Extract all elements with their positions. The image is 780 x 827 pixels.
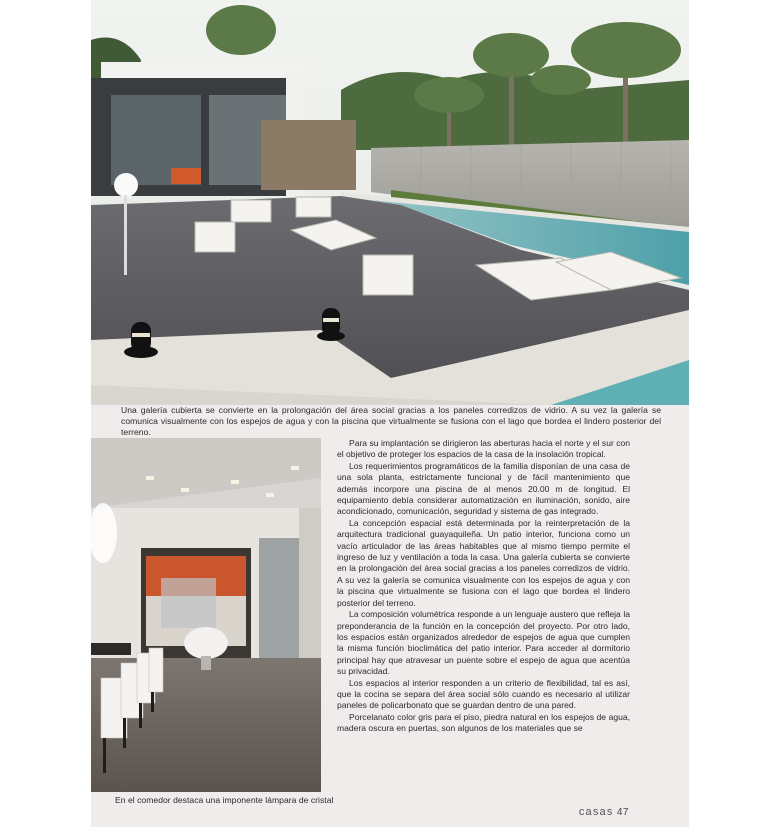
article-body — [337, 438, 630, 735]
page-number: 47 — [616, 807, 629, 818]
page-folio — [579, 806, 629, 818]
paragraph: La concepción espacial está determinada por la reinterpretación de la arquitectura tradicional guayaquileña. Un patio interior, funciona como un vacío articulador de las áreas habitables que al mismo tiempo permite el ingreso de luz y ventilación a toda la casa. Una galería cubierta se convierte en la prolongación del área social gracias a los paneles corredizos de vidrio. A su vez la galería se comunica visualmente con los espejos de agua y con la piscina que virtualmente se fusiona con el lago que bordea el lindero posterior del terreno. — [337, 517, 630, 608]
dining-room-image — [91, 438, 321, 792]
paragraph: Los requerimientos programáticos de la familia disponían de una casa de una sola planta, estrictamente funcional y de fácil mantenimiento que además incorpore una piscina de al menos 20.00 m de longitud. El equipamiento debía considerar automatización en iluminación, sonido, aire acondicionado, comunicación, seguridad y sistema de gas integrado. — [337, 460, 630, 517]
paragraph: Los espacios al interior responden a un criterio de flexibilidad, tal es así, que la cocina se separa del área social sólo cuando es necesario al utilizar paneles de policarbonato que se guardan dentro de una pared. — [337, 677, 630, 711]
top-photo-caption: Una galería cubierta se convierte en la prolongación del área social gracias a los paneles corredizos de vidrio. A su vez la galería se comunica visualmente con los espejos de agua y con la piscina que virtualmente se fusiona con el lago que bordea el lindero posterior del terreno. — [121, 405, 661, 437]
magazine-page — [91, 0, 689, 827]
top-photo — [91, 0, 689, 405]
patio-pool-image — [91, 0, 689, 405]
magazine-name: casas — [578, 806, 614, 818]
paragraph: Porcelanato color gris para el piso, piedra natural en los espejos de agua, madera oscura en puertas, son algunos de los materiales que se — [337, 711, 630, 734]
paragraph: La composición volumétrica responde a un lenguaje austero que refleja la preponderancia de la función en la concepción del proyecto. Por otro lado, los espacios están organizados alrededor de espejos de agua que cumplen la misma función bioclimática del patio interior. Para acceder al dormitorio principal hay que atravesar un puente sobre el espejo de agua que acentúa su privacidad. — [337, 609, 630, 677]
paragraph: Para su implantación se dirigieron las aberturas hacia el norte y el sur con el objetivo de proteger los espacios de la casa de la insolación tropical. — [337, 438, 630, 460]
bottom-photo-caption: En el comedor destaca una imponente lámpara de cristal — [115, 795, 334, 805]
bottom-photo — [91, 438, 321, 792]
